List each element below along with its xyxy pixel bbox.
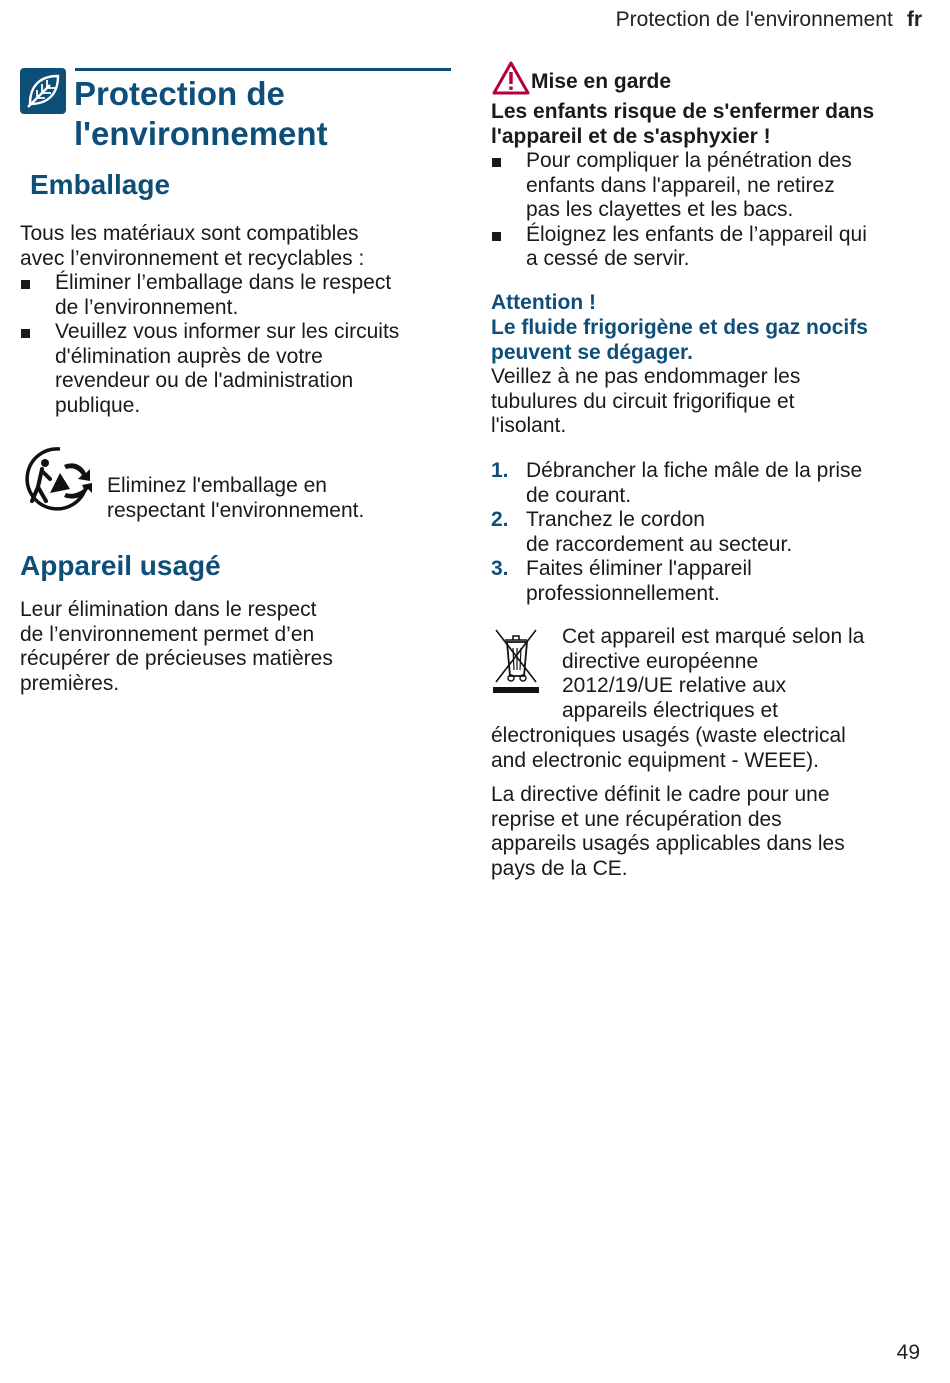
attention-title: Attention ! xyxy=(491,291,596,314)
weee-text-indented: Cet appareil est marqué selon la directive européenne 2012/19/UE relative aux appareils électriques et xyxy=(562,625,865,722)
weee-bin-icon xyxy=(491,626,541,696)
step-item: 3. Faites éliminer l'appareil professionnellement. xyxy=(491,557,752,605)
old-appliance-text: Leur élimination dans le respect de l’environnement permet d’en récupérer de précieuses matières premières. xyxy=(20,598,333,695)
page-title: Protection de l'environnement xyxy=(74,75,328,152)
disposal-steps xyxy=(491,459,923,607)
attention-subtitle: Le fluide frigorigène et des gaz nocifs peuvent se dégager. xyxy=(491,316,868,364)
running-header xyxy=(616,8,922,32)
title-rule xyxy=(75,68,451,71)
step-item: 1. Débrancher la fiche mâle de la prise de courant. xyxy=(491,459,863,507)
packaging-intro: Tous les matériaux sont compatibles avec l’environnement et recyclables : xyxy=(20,222,365,270)
warning-subtitle: Les enfants risque de s'enfermer dans l'appareil et de s'asphyxier ! xyxy=(491,100,875,148)
list-item: Éloignez les enfants de l’appareil qui a cessé de servir. xyxy=(491,223,923,272)
recycle-text: Eliminez l'emballage en respectant l'environnement. xyxy=(107,474,365,522)
warning-icon xyxy=(491,60,531,96)
recycle-icon xyxy=(20,443,94,515)
warning-title: Mise en garde xyxy=(531,70,672,93)
list-item: Veuillez vous informer sur les circuits d'élimination auprès de votre revendeur ou de l'administration publique. xyxy=(20,320,452,418)
packaging-bullets xyxy=(20,271,452,419)
page-number: 49 xyxy=(896,1341,920,1364)
directive-text: La directive définit le cadre pour une reprise et une récupération des appareils usagés applicables dans les pays de la CE. xyxy=(491,783,845,880)
warning-bullets xyxy=(491,149,923,272)
list-item: Pour compliquer la pénétration des enfants dans l'appareil, ne retirez pas les clayettes et les bacs. xyxy=(491,149,923,223)
weee-text-full: électroniques usagés (waste electrical and electronic equipment - WEEE). xyxy=(491,724,846,772)
old-appliance-heading: Appareil usagé xyxy=(20,550,221,581)
attention-text: Veillez à ne pas endommager les tubulures du circuit frigorifique et l'isolant. xyxy=(491,365,801,438)
step-item: 2. Tranchez le cordon de raccordement au secteur. xyxy=(491,508,793,556)
list-item: Éliminer l’emballage dans le respect de l’environnement. xyxy=(20,271,452,320)
packaging-heading: Emballage xyxy=(30,169,171,200)
header-lang: fr xyxy=(906,8,922,31)
leaf-icon xyxy=(20,68,66,114)
header-section: Protection de l'environnement xyxy=(615,8,893,31)
